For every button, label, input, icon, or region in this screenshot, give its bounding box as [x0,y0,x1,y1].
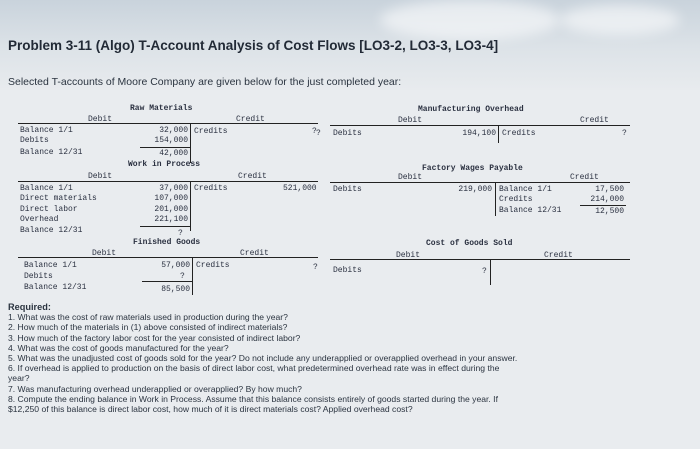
row-label: Balance 1/1 [20,184,73,193]
question-item: 4. What was the cost of goods manufactured for the year? [8,342,229,353]
required-section [8,302,658,414]
row-label: Balance 12/31 [499,206,562,215]
subtotal-rule [140,226,190,227]
debit-header: Debit [396,251,421,260]
account-title: Manufacturing Overhead [418,105,524,114]
question-item: $12,250 of this balance is direct labor cost, how much of it is direct materials cost? Applied overhead cost? [8,404,413,415]
question-item: 7. Was manufacturing overhead underapplied or overapplied? By how much? [8,383,302,394]
t-stem [490,259,491,285]
credit-value: ? [313,263,318,272]
question-item: 1. What was the cost of raw materials used in production during the year? [8,312,288,323]
row-value: 37,000 [159,184,188,193]
row-label: Debits [24,272,53,281]
credit-header: Credit [240,249,269,258]
row-value: ? [180,272,185,281]
t-bar [18,181,318,182]
question-item: year? [8,373,30,384]
row-value: 85,500 [161,285,190,294]
t-bar [330,182,630,183]
row-label: Balance 12/31 [20,148,83,157]
row-value: 17,500 [595,185,624,194]
row-label: Overhead [20,215,59,224]
t-stem [495,182,496,216]
row-label: Balance 1/1 [499,185,552,194]
debit-header: Debit [88,115,113,124]
row-value: 57,000 [161,261,190,270]
account-title: Cost of Goods Sold [426,239,513,248]
debit-label: Debits [333,129,362,138]
credit-header: Credit [238,172,267,181]
credit-value: ? [312,127,317,136]
t-stem [190,181,191,231]
debit-value: ? [316,129,321,138]
row-value: 221,100 [154,215,188,224]
t-bar [18,257,318,258]
debit-header: Debit [398,173,423,182]
credit-label: Credits [194,127,228,136]
question-item: 3. How much of the factory labor cost for the year consisted of indirect labor? [8,332,301,343]
right-value: ? [622,129,627,138]
row-label: Credits [499,195,533,204]
debit-header: Debit [92,249,117,258]
subtotal-rule [580,205,626,206]
glare-spot [560,5,680,35]
row-label: Balance 1/1 [20,126,73,135]
intro-text: Selected T-accounts of Moore Company are given below for the just completed year: [8,76,402,88]
credit-header: Credit [544,251,573,260]
credit-value: 521,000 [283,184,317,193]
glare-spot [380,0,560,40]
account-title: Raw Materials [130,104,193,113]
row-value: 32,000 [159,126,188,135]
t-bar [18,123,318,124]
row-label: Balance 1/1 [24,261,77,270]
question-item: 6. If overhead is applied to production on the basis of direct labor cost, what predetermined overhead rate was in effect during the [8,363,500,374]
credit-header: Credit [236,115,265,124]
credit-label: Credits [196,261,230,270]
credit-label: Credits [194,184,228,193]
question-item: 2. How much of the materials in (1) above consisted of indirect materials? [8,322,288,333]
row-value: 214,000 [590,195,624,204]
row-label: Direct materials [20,194,97,203]
row-label: Direct labor [20,205,78,214]
t-bar [330,125,630,126]
debit-header: Debit [398,116,423,125]
row-label: Balance 12/31 [20,226,83,235]
debit-value: ? [482,267,487,276]
debit-header: Debit [88,172,113,181]
row-label: Debits [20,136,49,145]
credit-label: Credits [502,129,536,138]
t-stem [498,125,499,143]
debit-label: Debits [333,266,362,275]
account-title: Finished Goods [133,238,201,247]
question-item: 5. What was the unadjusted cost of goods sold for the year? Do not include any underapplied or overapplied overhead in your answer. [8,353,518,364]
t-stem [190,123,191,163]
credit-value: 194,100 [462,129,496,138]
t-bar [330,259,630,260]
row-value: ? [178,229,183,238]
debit-label: Debits [333,185,362,194]
debit-value: 219,000 [458,185,492,194]
credit-header: Credit [580,116,609,125]
subtotal-rule [142,281,192,282]
row-value: 42,000 [159,149,188,158]
account-title: Factory Wages Payable [422,164,523,173]
row-label: Balance 12/31 [24,283,87,292]
t-stem [192,257,193,295]
question-item: 8. Compute the ending balance in Work in Process. Assume that this balance consists entirely of goods started during the year. If [8,393,498,404]
row-value: 154,000 [154,136,188,145]
row-value: 12,500 [595,207,624,216]
problem-title: Problem 3-11 (Algo) T-Account Analysis of Cost Flows [LO3-2, LO3-3, LO3-4] [8,38,499,53]
credit-header: Credit [570,173,599,182]
account-title: Work in Process [128,160,201,169]
subtotal-rule [140,147,190,148]
required-heading: Required: [8,302,51,312]
row-value: 107,000 [154,194,188,203]
row-value: 201,000 [154,205,188,214]
